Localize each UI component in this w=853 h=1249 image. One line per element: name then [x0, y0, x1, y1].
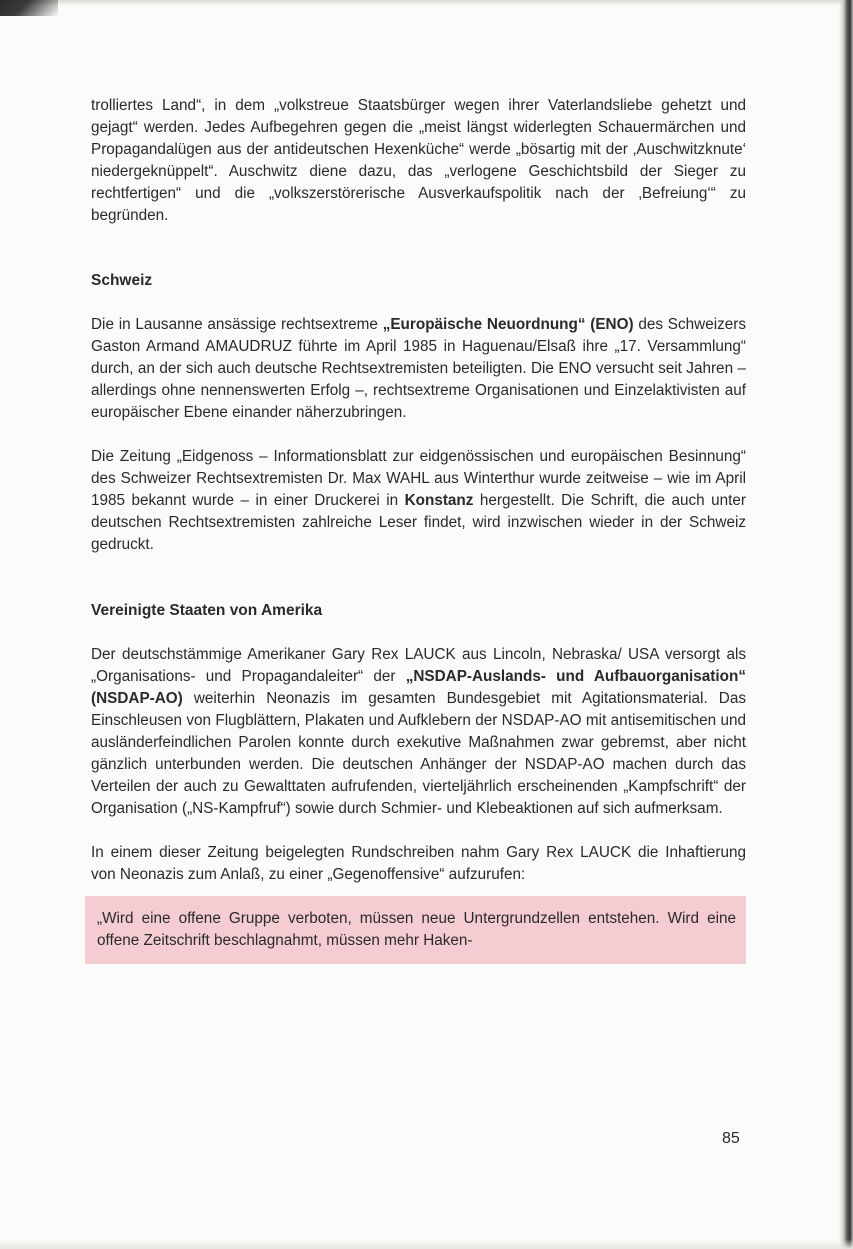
- scan-shadow-corner: [0, 0, 58, 16]
- page-top-edge: [0, 0, 853, 6]
- usa-paragraph-2: In einem dieser Zeitung beigelegten Rundschreiben nahm Gary Rex LAUCK die Inhaftierung von Neonazis zum Anlaß, zu einer „Gegenoffensive“ aufzurufen:: [91, 844, 746, 883]
- usa-paragraph-1: Der deutschstämmige Amerikaner Gary Rex LAUCK aus Lincoln, Nebraska/ USA versorgt als „Organisations- und Propagandaleiter“ der „NSDAP-Auslands- und Aufbauorganisation“ (NSDAP-AO) weiterhin Neonazis im gesamten Bundesgebiet mit Agitationsmaterial. Das Einschleusen von Flugblättern, Plakaten und Aufklebern der NSDAP-AO mit antisemitischen und ausländerfeindlichen Parolen konnte durch exekutive Maßnahmen zwar gebremst, aber nicht gänzlich unterbunden werden. Die deutschen Anhänger der NSDAP-AO machen durch das Verteilen der auch zu Gewalttaten aufrufenden, vierteljährlich erscheinenden „Kampfschrift“ der Organisation („NS-Kampfruf“) sowie durch Schmier- und Klebeaktionen auf sich aufmerksam.: [91, 646, 746, 817]
- section-heading-schweiz: Schweiz: [91, 272, 153, 289]
- highlighted-quote: „Wird eine offene Gruppe verboten, müssen neue Untergrundzellen entstehen. Wird eine offene Zeitschrift beschlagnahmt, müssen mehr Haken-: [85, 896, 746, 964]
- schweiz-paragraph-2: Die Zeitung „Eidgenoss – Informationsblatt zur eidgenössischen und europäischen Besinnung“ des Schweizer Rechtsextremisten Dr. Max WAHL aus Winterthur wurde zeitweise – wie im April 1985 bekannt wurde – in einer Druckerei in Konstanz hergestellt. Die Schrift, die auch unter deutschen Rechtsextremisten zahlreiche Leser findet, wird inzwischen wieder in der Schweiz gedruckt.: [91, 448, 746, 553]
- eno-name: „Europäische Neuordnung“ (ENO): [382, 316, 634, 333]
- nsdap-ao-name: „NSDAP-Auslands- und Aufbauorganisation“ (NSDAP-AO): [91, 668, 746, 707]
- book-spine-shadow: [839, 0, 853, 1249]
- konstanz: Konstanz: [404, 492, 474, 509]
- page-number: 85: [722, 1130, 740, 1147]
- schweiz-paragraph-1: Die in Lausanne ansässige rechtsextreme „Europäische Neuordnung“ (ENO) des Schweizers Gaston Armand AMAUDRUZ führte im April 1985 in Haguenau/Elsaß ihre „17. Versammlung“ durch, an der sich auch deutsche Rechtsextremisten beteiligten. Die ENO versucht seit Jahren – allerdings ohne nennenswerten Erfolg –, rechtsextreme Organisationen und Einzelaktivisten auf europäischer Ebene einander näherzubringen.: [91, 316, 747, 421]
- section-heading-usa: Vereinigte Staaten von Amerika: [91, 602, 323, 619]
- page-body: [91, 95, 746, 964]
- intro-paragraph: trolliertes Land“, in dem „volkstreue Staatsbürger wegen ihrer Vaterlandsliebe gehetzt und gejagt“ werden. Jedes Aufbegehren gegen die „meist längst widerlegten Schauermärchen und Propagandalügen aus der antideutschen Hexenküche“ werde „bösartig mit der ‚Auschwitzknute‘ niedergeknüppelt“. Auschwitz diene dazu, das „verlogene Geschichtsbild der Sieger zu rechtfertigen“ und die „volkszerstörerische Ausverkaufspolitik nach der ‚Befreiung‘“ zu begründen.: [91, 97, 746, 224]
- page-bottom-edge: [0, 1239, 853, 1249]
